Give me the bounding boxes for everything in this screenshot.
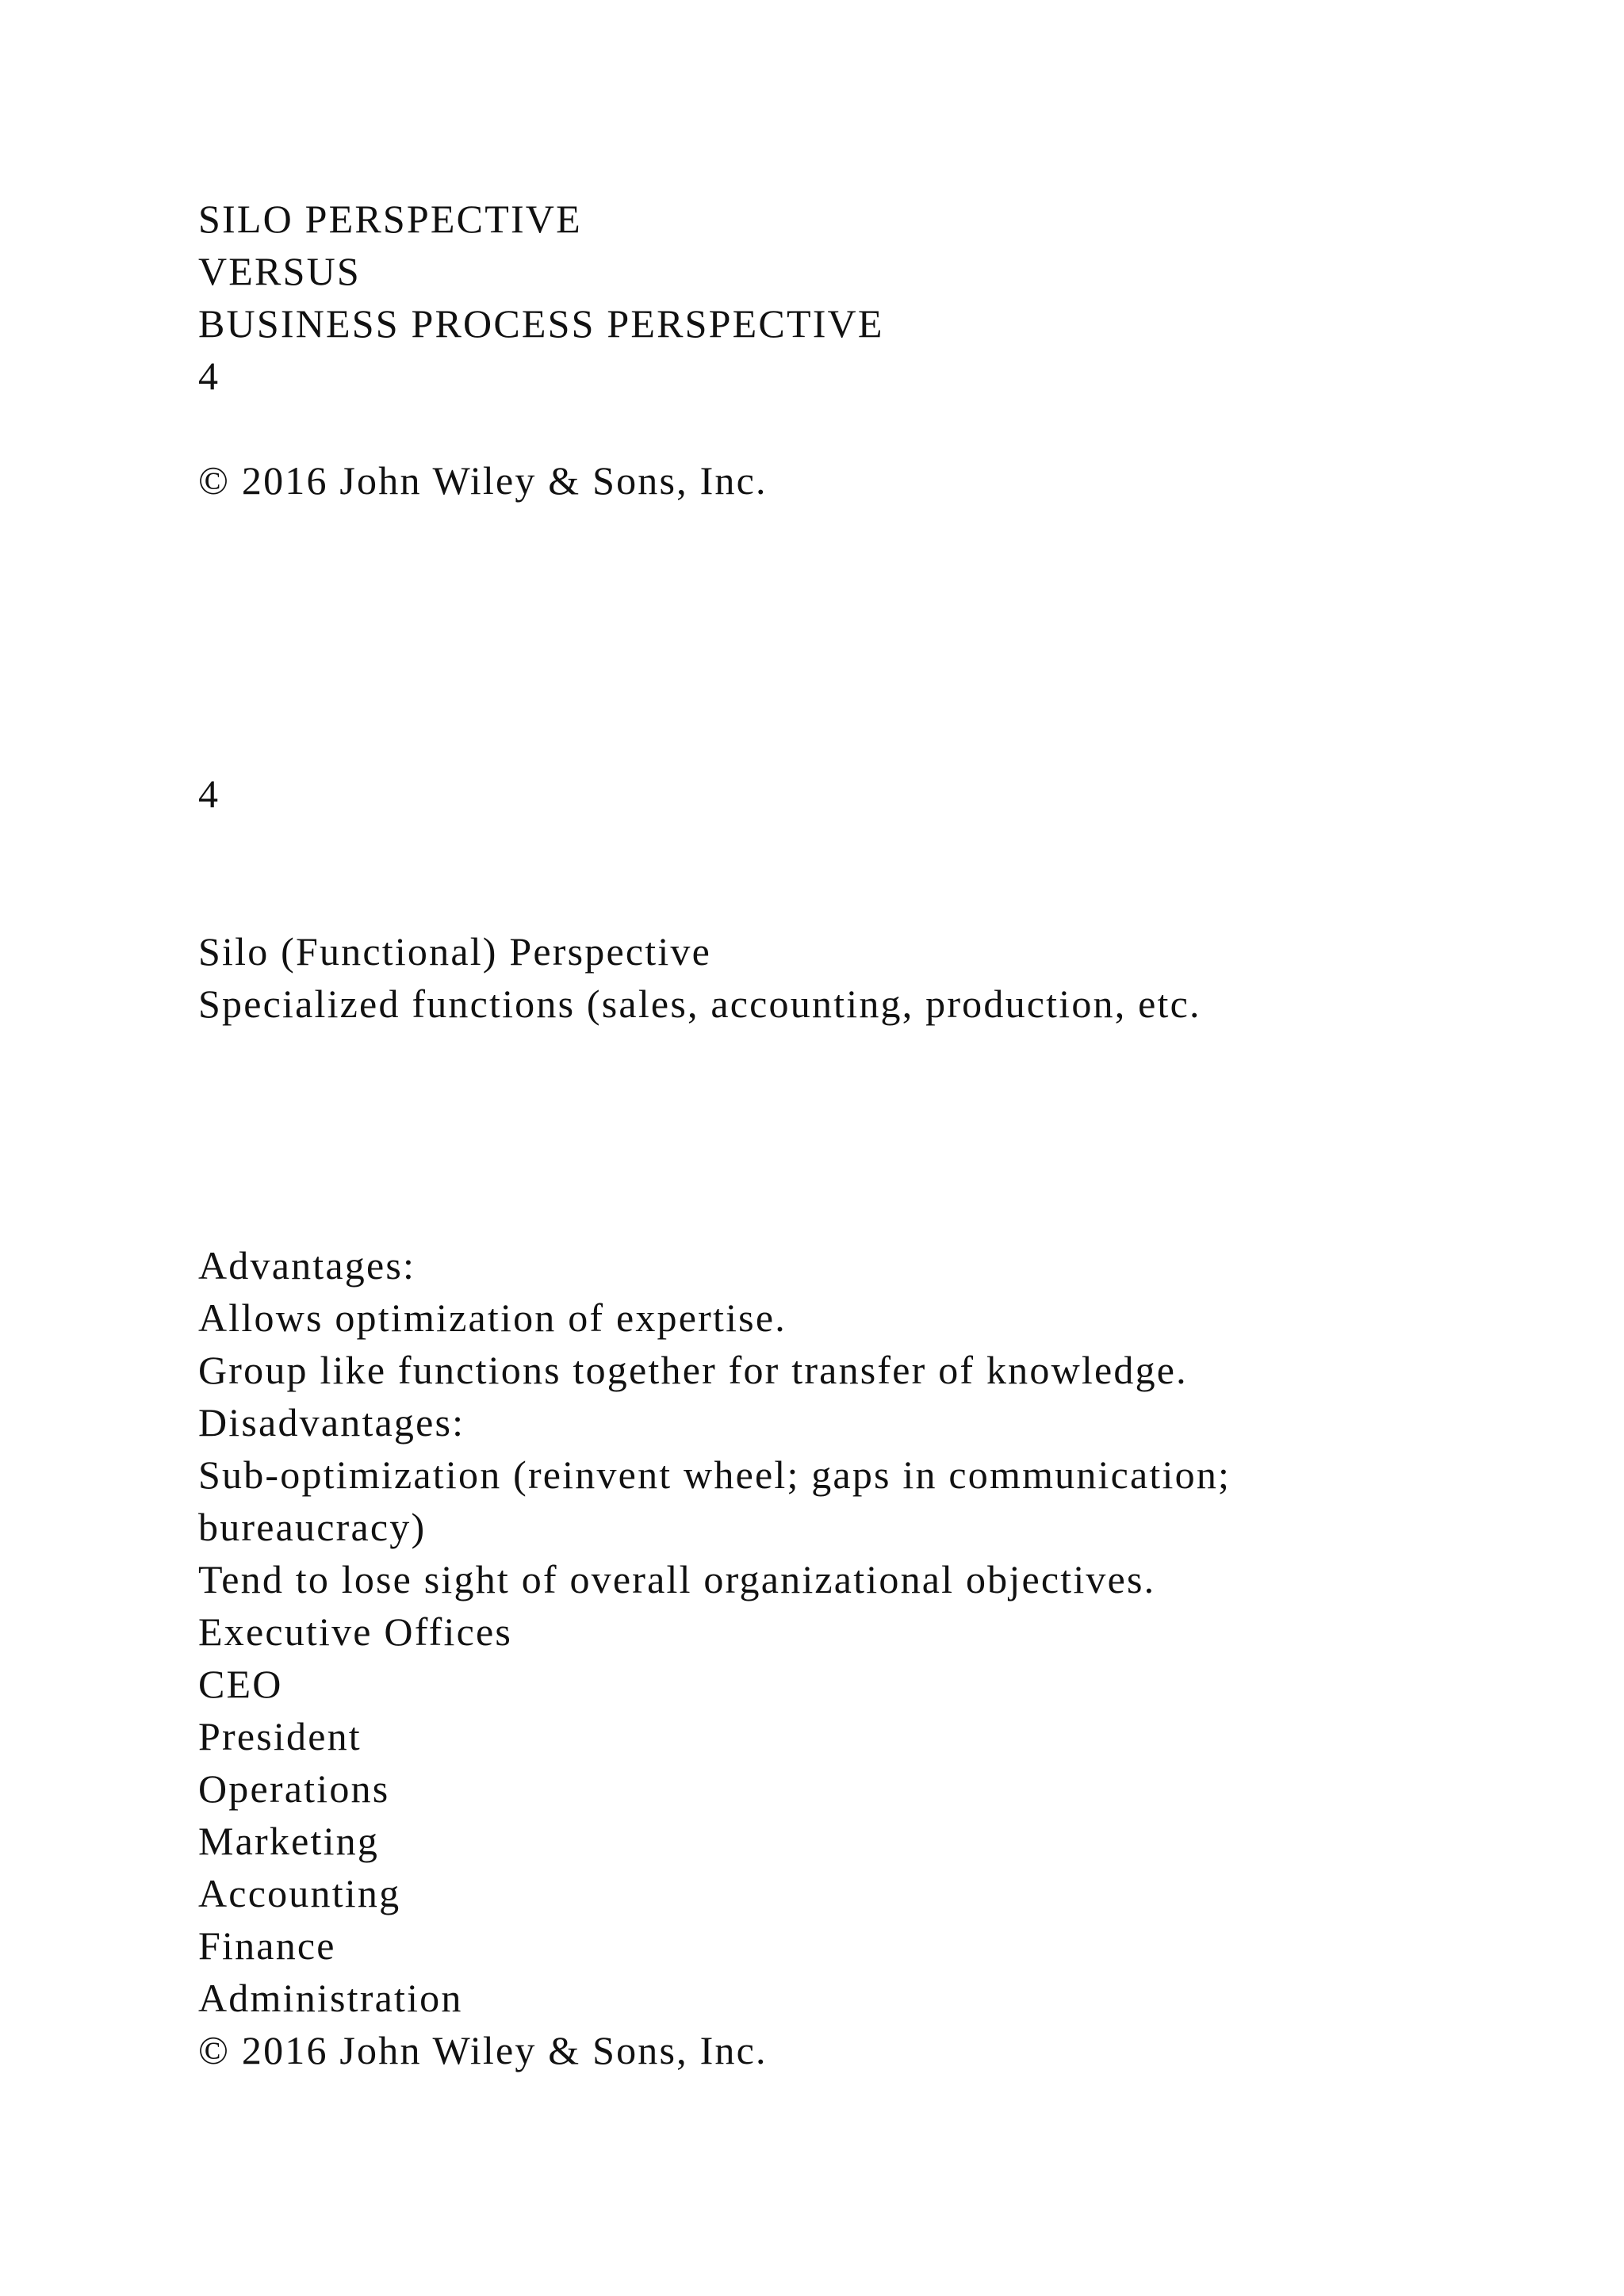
disadvantage-item-continued: bureaucracy) [198,1505,427,1549]
disadvantages-heading: Disadvantages: [198,1400,465,1445]
advantage-item: Group like functions together for transfer of knowledge. [198,1348,1188,1392]
org-chart-item: President [198,1714,362,1758]
org-chart-item: Marketing [198,1819,380,1863]
title-line-3: BUSINESS PROCESS PERSPECTIVE [198,301,884,346]
disadvantage-item: Tend to lose sight of overall organizational objectives. [198,1557,1156,1601]
section-title: Silo (Functional) Perspective [198,929,712,974]
section-subtitle: Specialized functions (sales, accounting, production, etc. [198,982,1201,1026]
org-chart-item: Finance [198,1923,336,1968]
advantages-heading: Advantages: [198,1243,416,1288]
notes-page-number: 4 [198,771,220,816]
org-chart-item: Administration [198,1976,463,2020]
advantage-item: Allows optimization of expertise. [198,1295,787,1340]
copyright-1: © 2016 John Wiley & Sons, Inc. [198,458,768,503]
org-chart-item: Operations [198,1766,390,1811]
org-chart-item: Executive Offices [198,1609,513,1654]
slide-number: 4 [198,354,220,398]
title-line-1: SILO PERSPECTIVE [198,197,582,241]
org-chart-item: CEO [198,1662,283,1706]
copyright-2: © 2016 John Wiley & Sons, Inc. [198,2028,768,2072]
title-line-2: VERSUS [198,249,361,293]
disadvantage-item: Sub-optimization (reinvent wheel; gaps in communication; [198,1452,1231,1497]
org-chart-item: Accounting [198,1871,401,1915]
